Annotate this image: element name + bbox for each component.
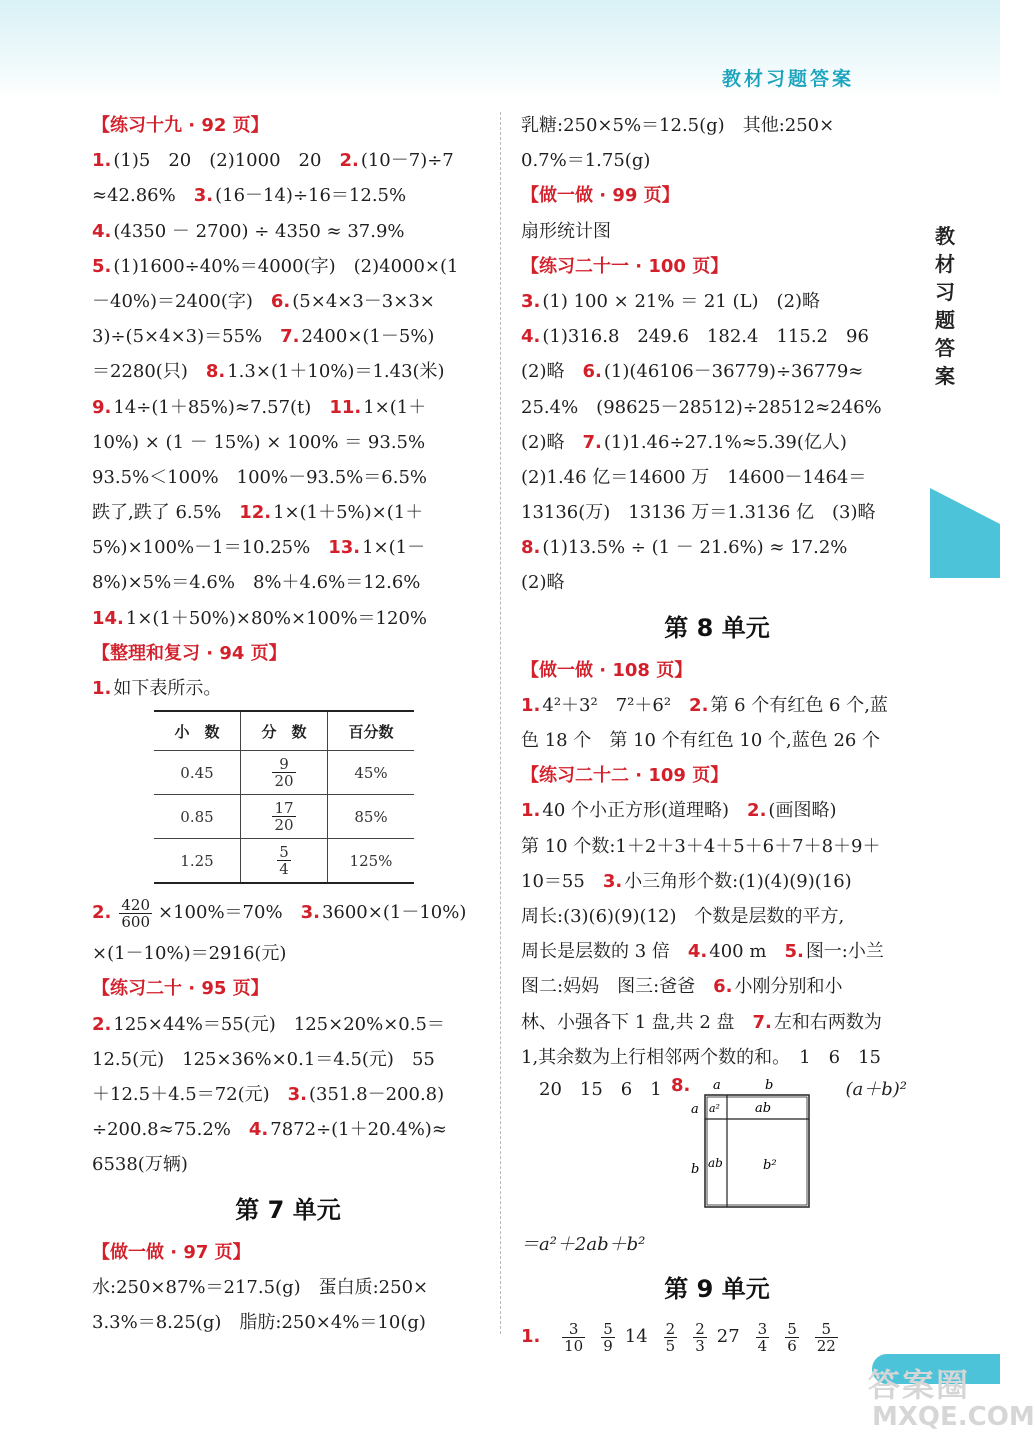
answer-fraction: $\frac{3}{4}$	[757, 1319, 768, 1355]
answer-text: 第 6 个有红色 6 个,蓝	[710, 694, 888, 716]
answer-line	[92, 425, 484, 460]
right-column	[521, 108, 913, 1360]
cell-ab-left: ab	[708, 1155, 723, 1170]
section-title: 【练习二十一 · 100 页】	[521, 255, 729, 277]
unit-title: 第 8 单元	[664, 613, 770, 642]
question-number: 2.	[689, 694, 709, 716]
label-b-side: b	[691, 1161, 700, 1177]
cell-ab-top: ab	[755, 1100, 772, 1116]
answer-text: (10－7)÷7	[360, 150, 454, 172]
question-number: 3.	[287, 1083, 308, 1105]
answer-line	[521, 460, 913, 495]
answer-line: ＝a²＋2ab＋b²	[521, 1233, 646, 1255]
question-number: 7.	[752, 1011, 772, 1033]
table-cell-decimal: 0.85	[154, 795, 241, 839]
answer-text: 1×(1＋	[363, 396, 427, 418]
table-row	[154, 839, 414, 884]
answer-line	[92, 1147, 484, 1182]
answer-whole-number: 27	[716, 1326, 740, 1348]
answer-text: (16－14)÷16＝12.5%	[215, 185, 407, 207]
question-number: 4.	[248, 1119, 269, 1141]
table-cell-fraction	[241, 751, 328, 795]
answer-line	[92, 1112, 484, 1147]
question-number: 4.	[92, 220, 112, 242]
answer-text: 10%) × (1 － 15%) × 100% ＝ 93.5%	[92, 431, 426, 453]
answer-text: (4350 － 2700) ÷ 4350 ≈ 37.9%	[113, 220, 405, 242]
answer-fraction: $\frac{2}{3}$	[695, 1319, 705, 1355]
column-divider	[500, 112, 501, 1334]
unit-title: 第 7 单元	[235, 1195, 341, 1224]
answer-line: 水:250×87%＝217.5(g) 蛋白质:250×	[92, 1276, 429, 1298]
answer-line	[521, 565, 913, 600]
question-number: 6.	[582, 361, 602, 383]
answer-line	[92, 390, 484, 425]
answer-text: ÷200.8≈75.2%	[92, 1119, 249, 1141]
cell-b2: b²	[763, 1157, 777, 1173]
square-diagram-row	[521, 1075, 913, 1227]
unit-title: 第 9 单元	[664, 1275, 770, 1304]
answer-text: 14÷(1＋85%)≈7.57(t)	[113, 396, 330, 418]
section-body	[92, 1007, 484, 1183]
answer-line: 0.7%＝1.75(g)	[521, 150, 651, 172]
table-cell-decimal: 0.45	[154, 751, 241, 795]
section-title: 【做一做 · 108 页】	[521, 659, 693, 681]
answer-line	[92, 530, 484, 565]
answer-line	[521, 829, 913, 864]
answer-text: ＝2280(只)	[92, 361, 206, 383]
answer-text: (画图略)	[768, 800, 837, 822]
label-a-side: a	[691, 1101, 699, 1117]
answer-text: 3)÷(5×4×3)＝55%	[92, 326, 281, 348]
answer-line	[521, 425, 913, 460]
answer-line	[521, 969, 913, 1004]
answer-text: 12.5(元) 125×36%×0.1＝4.5(元) 55	[92, 1048, 435, 1070]
question-number: 8.	[671, 1074, 691, 1096]
question-number: 13.	[328, 537, 361, 559]
answer-text: 1×(1－	[362, 537, 426, 559]
answer-line: 乳糖:250×5%＝12.5(g) 其他:250×	[521, 115, 835, 136]
table-header: 分 数	[241, 711, 328, 751]
section-title: 【做一做 · 99 页】	[521, 185, 680, 207]
table-body	[154, 751, 414, 884]
answer-fraction: $\frac{2}{5}$	[665, 1319, 676, 1355]
question-number: 5.	[784, 941, 804, 963]
answer-text: 4²＋3² 7²＋6²	[542, 694, 690, 716]
question-number: 1.	[92, 150, 112, 172]
question-number: 9.	[92, 396, 112, 418]
answer-text: 1.3×(1＋10%)＝1.43(米)	[227, 361, 445, 383]
question-number: 7.	[280, 326, 300, 348]
answer-text: 10＝55	[521, 870, 603, 892]
answer-line	[92, 460, 484, 495]
answer-line	[521, 1314, 913, 1360]
answer-text: 13136(万) 13136 万＝1.3136 亿 (3)略	[521, 502, 876, 524]
answer-line	[521, 495, 913, 530]
side-label: 教材习题答案	[935, 224, 955, 388]
question-number: 6.	[270, 290, 291, 312]
answer-text: 93.5%＜100% 100%－93.5%＝6.5%	[92, 466, 428, 488]
answer-line	[521, 899, 913, 934]
question-number: 4.	[687, 941, 708, 963]
question-number: 2.	[92, 902, 112, 924]
answer-line	[521, 1005, 913, 1040]
answer-text: 图一:小兰	[805, 941, 884, 963]
question-number: 14.	[92, 607, 124, 629]
answer-line	[92, 1042, 484, 1077]
answer-line: 扇形统计图	[521, 220, 611, 242]
label-a-top: a	[713, 1077, 721, 1093]
section-body	[521, 284, 913, 601]
section-title: 【练习二十 · 95 页】	[92, 978, 269, 1000]
question-number: 1.	[521, 1326, 541, 1348]
answer-fraction: $\frac{5}{22}$	[816, 1319, 836, 1355]
question-number: 8.	[521, 537, 541, 559]
answer-line	[92, 319, 484, 354]
answer-line	[521, 1040, 913, 1075]
table-header: 百分数	[328, 711, 415, 751]
answer-text: 1,其余数为上行相邻两个数的和。 1 6 15	[521, 1046, 881, 1068]
question-number: 12.	[239, 502, 272, 524]
answer-line	[92, 214, 484, 249]
answer-text: 小三角形个数:(1)(4)(9)(16)	[624, 870, 852, 892]
table-cell-percent: 125%	[328, 839, 415, 884]
fraction: $\frac{9}{20}$	[274, 755, 294, 791]
answer-line	[521, 723, 913, 758]
table-cell-percent: 45%	[328, 751, 415, 795]
answer-text: 6538(万辆)	[92, 1154, 188, 1176]
left-column	[92, 108, 484, 1340]
answer-text: 图二:妈妈 图三:爸爸	[521, 976, 714, 998]
table-row	[154, 751, 414, 795]
answer-line	[92, 565, 484, 600]
table-cell-decimal: 1.25	[154, 839, 241, 884]
answer-line	[521, 934, 913, 969]
side-tab	[930, 488, 1000, 578]
answer-line	[521, 319, 913, 354]
answer-whole-number: 14	[624, 1326, 648, 1348]
watermark-url: MXQE.COM	[872, 1402, 1035, 1432]
question-number: 3.	[521, 290, 541, 312]
answer-text: 8%)×5%＝4.6% 8%＋4.6%＝12.6%	[92, 572, 421, 594]
answer-text: 5%)×100%－1＝10.25%	[92, 537, 329, 559]
answer-line	[92, 495, 484, 530]
answer-line	[92, 1007, 484, 1042]
answer-text: 周长是层数的 3 倍	[521, 941, 688, 963]
answer-text: ＋12.5＋4.5＝72(元)	[92, 1083, 288, 1105]
answer-line	[92, 354, 484, 389]
table-cell-fraction	[241, 795, 328, 839]
answer-text: (1)(46106－36779)÷36779≈	[603, 361, 864, 383]
fraction: $\frac{5}{4}$	[279, 843, 289, 879]
answer-text: 左和右两数为	[773, 1011, 882, 1033]
table-header: 小 数	[154, 711, 241, 751]
answer-text: (1) 100 × 21% ＝ 21 (L) (2)略	[542, 290, 821, 312]
question-number: 1.	[92, 678, 112, 699]
section-title: 【整理和复习 · 94 页】	[92, 642, 287, 664]
answer-line	[521, 793, 913, 828]
answer-line	[521, 688, 913, 723]
question-number: 3.	[300, 902, 320, 924]
answer-fraction: $\frac{3}{10}$	[564, 1319, 584, 1355]
answer-text: 跌了,跌了 6.5%	[92, 502, 240, 524]
answer-text: 25.4% (98625－28512)÷28512≈246%	[521, 396, 882, 418]
answer-text: (1)1600÷40%＝4000(字) (2)4000×(1	[113, 255, 459, 277]
table-cell-percent: 85%	[328, 795, 415, 839]
answer-line	[521, 530, 913, 565]
question-number: 4.	[521, 326, 541, 348]
answer-text: (2)略	[521, 572, 565, 594]
question-number: 2.	[92, 1013, 112, 1035]
question-number: 7.	[582, 431, 602, 453]
answer-text: －40%)＝2400(字)	[92, 290, 271, 312]
answer-text: 7872÷(1＋20.4%)≈	[270, 1119, 447, 1141]
answer-text: (1)5 20 (2)1000 20	[113, 150, 340, 172]
answer-line	[92, 671, 484, 706]
question-number: 3.	[602, 870, 623, 892]
answer-text: 小刚分别和小	[734, 976, 843, 998]
square-diagram	[687, 1077, 847, 1217]
question-number: 2.	[339, 150, 359, 172]
answer-text: 1×(1＋50%)×80%×100%＝120%	[125, 607, 428, 629]
answer-text: 40 个小正方形(道理略)	[542, 800, 748, 822]
answer-text: (1)13.5% ÷ (1 － 21.6%) ≈ 17.2%	[542, 537, 848, 559]
section-title: 【做一做 · 97 页】	[92, 1241, 251, 1263]
answer-text: (1)316.8 249.6 182.4 115.2 96	[542, 326, 869, 348]
answer-text: 第 10 个数:1＋2＋3＋4＋5＋6＋7＋8＋9＋	[521, 835, 881, 857]
answer-line	[521, 354, 913, 389]
answer-text: (2)略	[521, 431, 583, 453]
conversion-table	[154, 710, 414, 884]
answer-text: (1)1.46÷27.1%≈5.39(亿人)	[603, 431, 847, 453]
section-body	[521, 688, 913, 758]
answer-line	[92, 1077, 484, 1112]
label-b-top: b	[765, 1077, 774, 1093]
answer-line: ×(1－10%)＝2916(元)	[92, 943, 287, 965]
answer-line	[521, 284, 913, 319]
answer-text: 色 18 个 第 10 个有红色 10 个,蓝色 26 个	[521, 730, 881, 751]
answer-fraction: $\frac{5}{6}$	[787, 1319, 797, 1355]
answer-fraction: $\frac{5}{9}$	[603, 1319, 613, 1355]
answer-text: 125×44%＝55(元) 125×20%×0.5＝	[113, 1013, 445, 1035]
question-number: 11.	[329, 396, 362, 418]
table-cell-fraction	[241, 839, 328, 884]
fraction: $\frac{420}{600}$	[121, 895, 151, 931]
answer-line: 3.3%＝8.25(g) 脂肪:250×4%＝10(g)	[92, 1311, 426, 1333]
answer-text: 3600×(1－10%)	[321, 902, 467, 924]
expression: (a＋b)²	[845, 1078, 907, 1100]
answer-line	[92, 284, 484, 319]
answer-line	[92, 890, 484, 936]
question-number: 8.	[205, 361, 226, 383]
answer-text: ×100%＝70%	[158, 902, 301, 924]
answer-line	[521, 864, 913, 899]
answer-text: 2400×(1－5%)	[301, 326, 435, 348]
watermark: 答案圈	[868, 1366, 971, 1404]
answer-text: (2)1.46 亿＝14600 万 14600－1464＝	[521, 466, 867, 488]
question-number: 1.	[521, 800, 541, 822]
answer-text: 1×(1＋5%)×(1＋	[273, 502, 424, 524]
section-title: 【练习十九 · 92 页】	[92, 115, 269, 136]
answer-text: (351.8－200.8)	[309, 1083, 445, 1105]
answer-text: (5×4×3－3×3×	[292, 290, 435, 312]
section-body	[521, 793, 913, 1075]
question-number: 2.	[747, 800, 767, 822]
answer-text: 周长:(3)(6)(9)(12) 个数是层数的平方,	[521, 905, 845, 927]
header-title: 教材习题答案	[721, 68, 854, 90]
question-number: 6.	[713, 976, 733, 998]
question-number: 5.	[92, 255, 112, 277]
question-number: 3.	[193, 185, 214, 207]
answer-line	[521, 390, 913, 425]
section-body	[92, 143, 484, 636]
cell-a2: a²	[709, 1101, 720, 1115]
answer-text: (2)略	[521, 361, 583, 383]
answer-text: 如下表所示。	[113, 678, 222, 699]
answer-line	[92, 601, 484, 636]
answer-line	[92, 249, 484, 284]
question-number: 1.	[521, 694, 541, 716]
sequence-row: 20 15 6 1	[539, 1078, 662, 1100]
table-row	[154, 795, 414, 839]
answer-text: ≈42.86%	[92, 185, 194, 207]
answer-line	[92, 178, 484, 213]
fraction: $\frac{17}{20}$	[274, 799, 294, 835]
answer-line	[92, 143, 484, 178]
answer-text: 林、小强各下 1 盘,共 2 盘	[521, 1011, 753, 1033]
section-title: 【练习二十二 · 109 页】	[521, 765, 729, 787]
answer-text: 400 m	[709, 941, 785, 963]
